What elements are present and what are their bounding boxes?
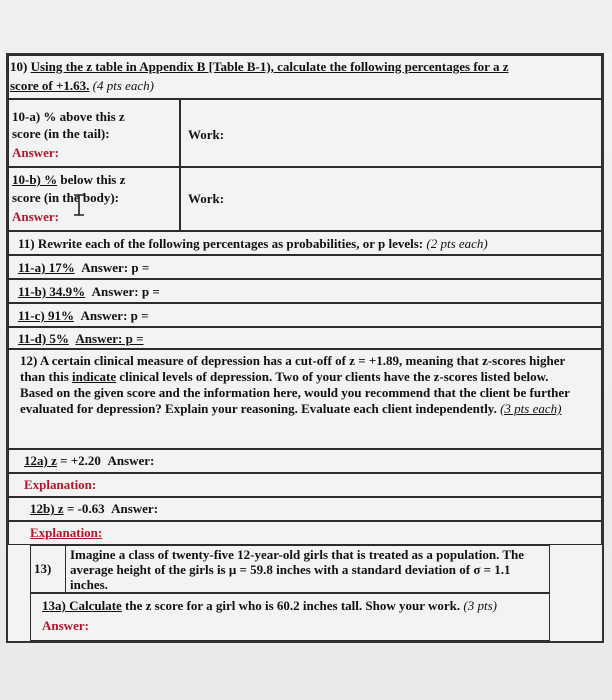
q10a-answer-label: Answer: [12, 145, 59, 160]
q10-prompt-line2: score of +1.63. (4 pts each) [10, 78, 154, 93]
q12b-item: 12b) z = -0.63 Answer: [30, 501, 159, 516]
q10b-label-2: score (in the body): [12, 190, 120, 205]
worksheet-table [6, 53, 604, 643]
q10a-label-1: 10-a) % above this z [12, 109, 125, 124]
q10b-answer-label: Answer: [12, 209, 59, 224]
q13a-prompt: 13a) Calculate the z score for a girl who is 60.2 inches tall. Show your work. (3 pts) [42, 598, 497, 613]
q12-prompt: 12) A certain clinical measure of depression has a cut-off of z = +1.89, meaning that z-scores higher than this indicate clinical levels of depression. Two of your clients have the z-scores listed below. Based on the given score and the information here, would you recommend that the client be further evaluated for depression? Explain your reasoning. Evaluate each client independently. (3 pts each) [20, 353, 570, 416]
q13-number: 13) [34, 561, 52, 576]
q11-prompt: 11) Rewrite each of the following percentages as probabilities, or p levels: (2 pts each) [18, 236, 488, 251]
q11d-item: 11-d) 5% Answer: p = [18, 331, 144, 346]
q12a-explanation-label: Explanation: [24, 477, 97, 492]
q12b-explanation-label: Explanation: [30, 525, 103, 540]
q11b-item: 11-b) 34.9% Answer: p = [18, 284, 160, 299]
q12a-explanation-cell[interactable] [8, 473, 602, 497]
q12a-item: 12a) z = +2.20 Answer: [24, 453, 155, 468]
q11a-item: 11-a) 17% Answer: p = [18, 260, 150, 275]
top-margin [0, 0, 612, 52]
q10a-work-cell[interactable] [180, 99, 602, 167]
q13a-answer-label: Answer: [42, 618, 89, 633]
q10b-label-1: 10-b) % below this z [12, 172, 126, 187]
q13-prompt: Imagine a class of twenty-five 12-year-old girls that is treated as a population. The average height of the girls is μ = 59.8 inches with a standard deviation of σ = 1.1 inches. [70, 547, 525, 592]
q10b-work-label: Work: [188, 191, 225, 206]
q11c-item: 11-c) 91% Answer: p = [18, 308, 149, 323]
q10-prompt: 10) Using the z table in Appendix B [Table B-1), calculate the following percentages for a z [10, 59, 509, 74]
text-cursor-icon [70, 193, 88, 219]
q10a-work-label: Work: [188, 127, 225, 142]
q10a-label-2: score (in the tail): [12, 126, 110, 141]
q10b-work-cell[interactable] [180, 167, 602, 231]
